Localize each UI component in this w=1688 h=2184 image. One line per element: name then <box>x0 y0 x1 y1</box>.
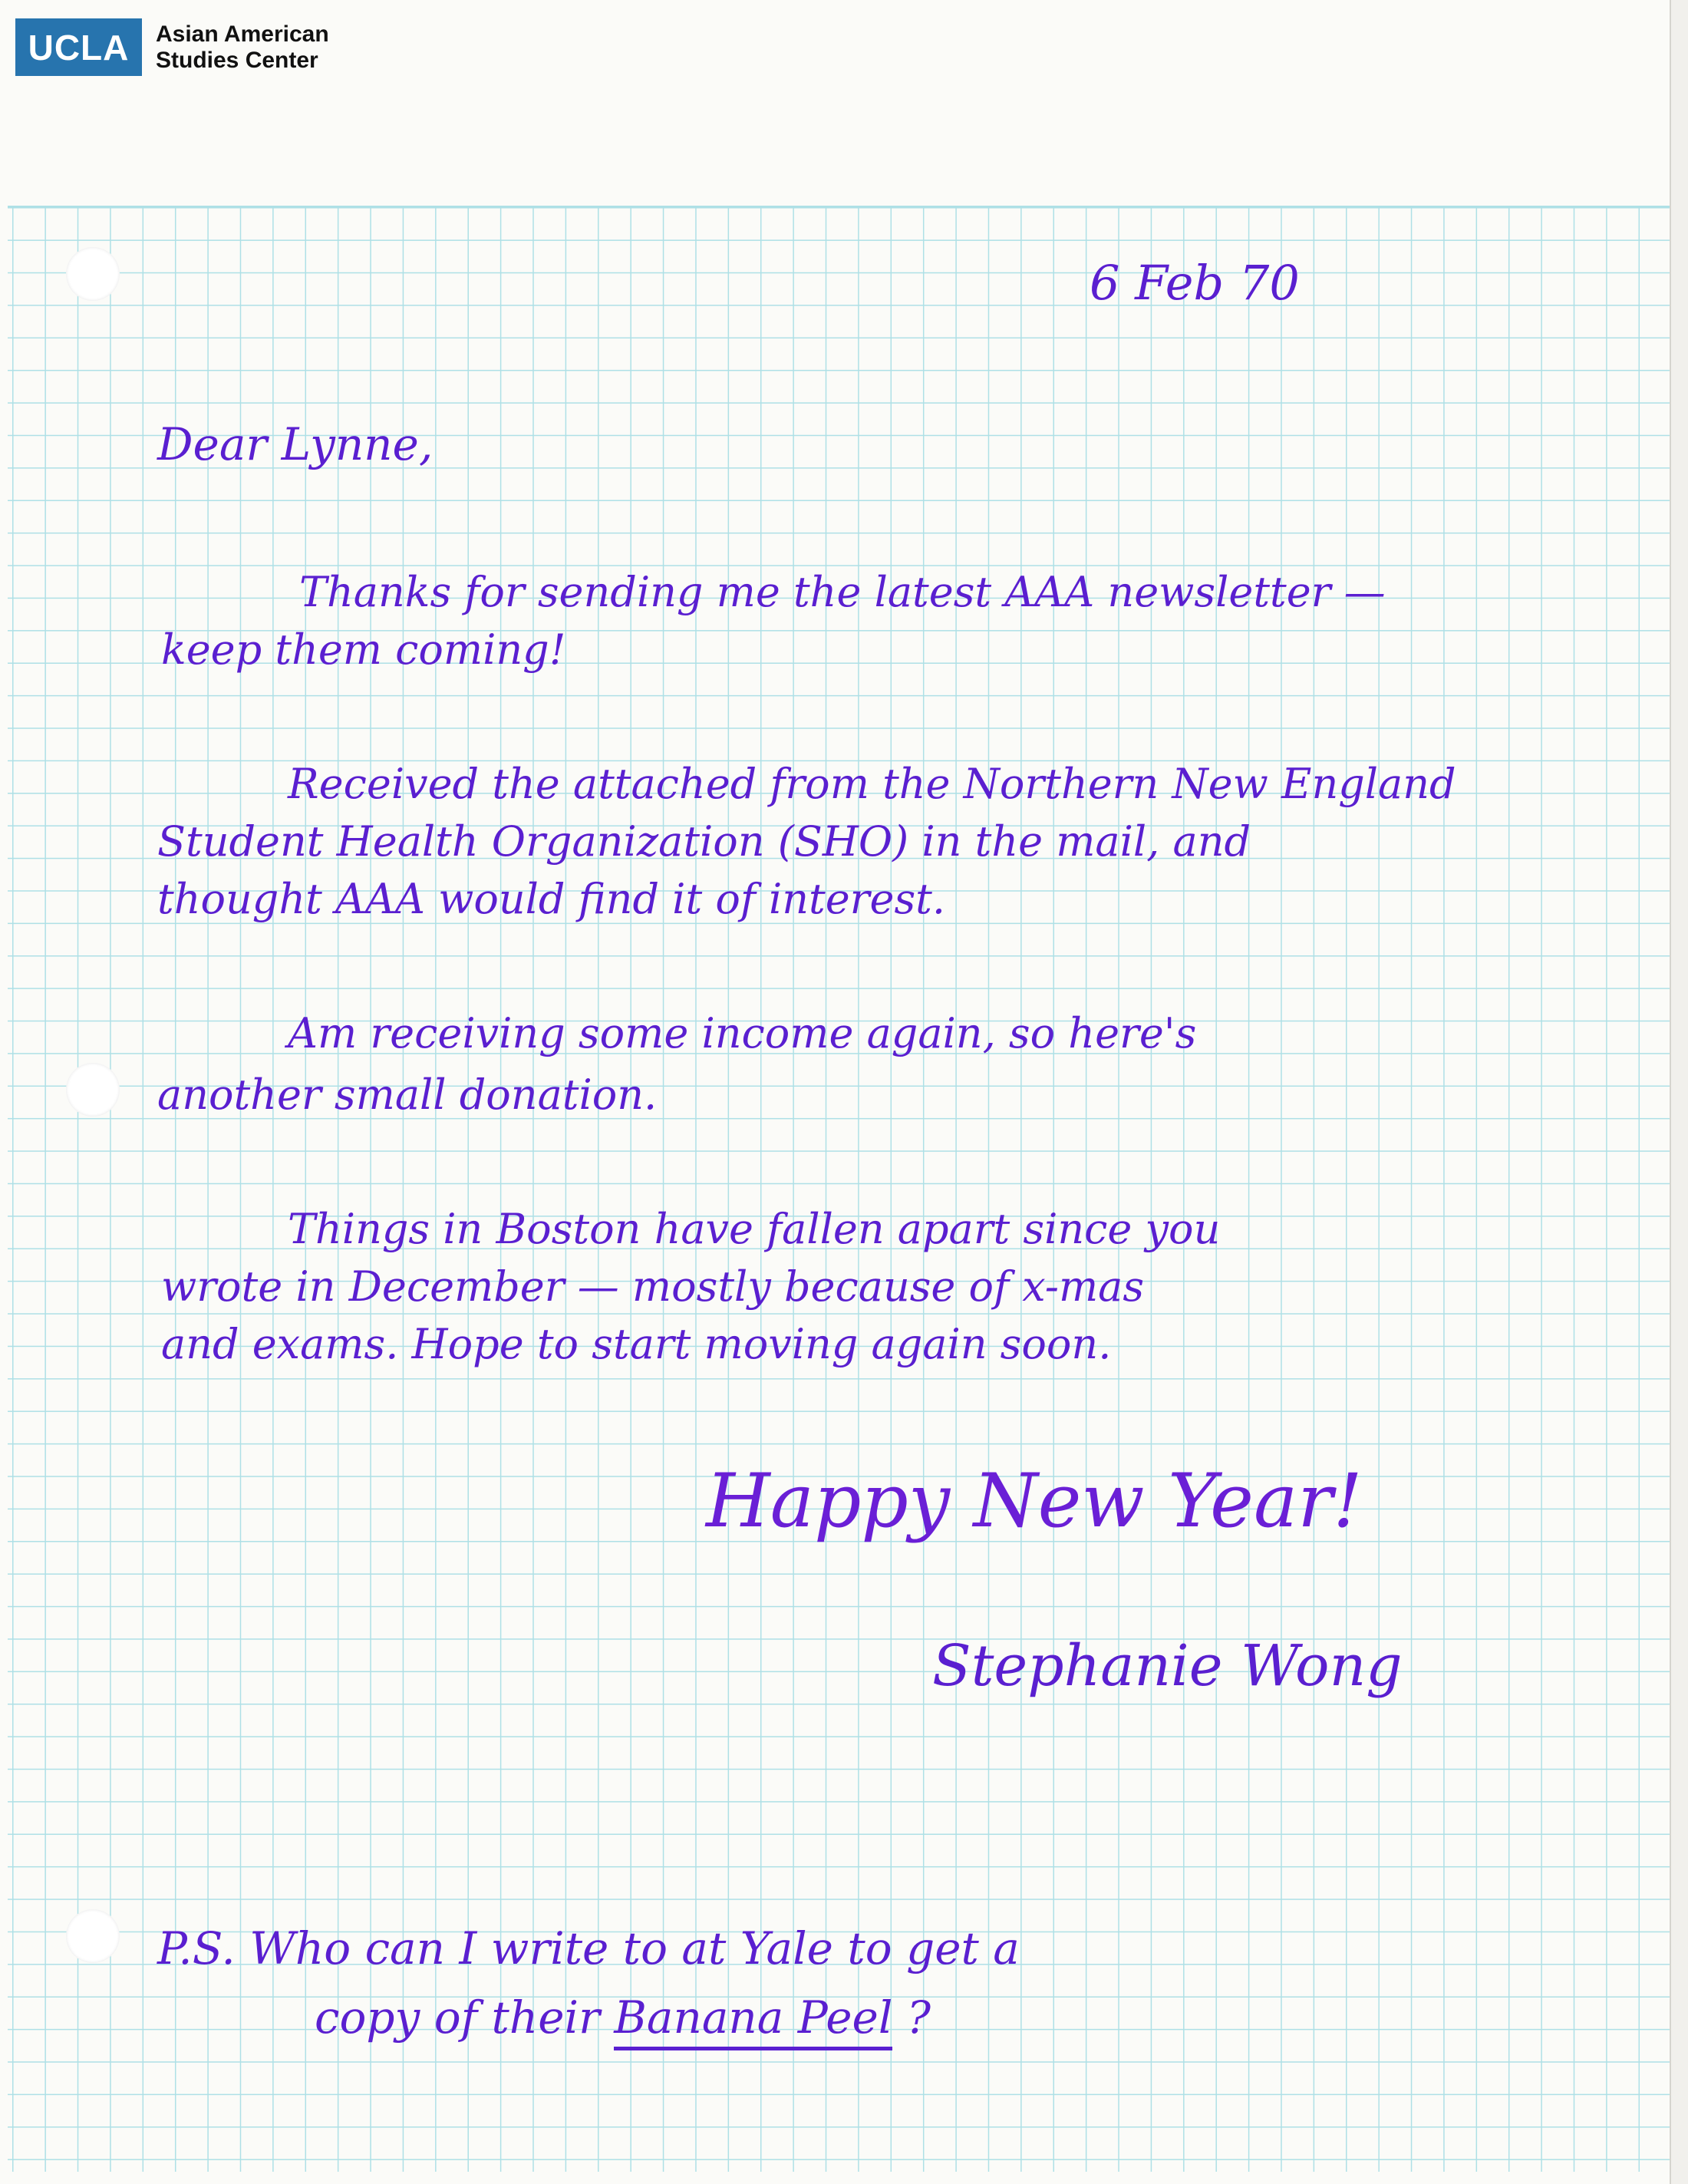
binder-hole-middle <box>66 1063 120 1117</box>
letter-date: 6 Feb 70 <box>1090 255 1300 311</box>
paragraph-2-line-1: Received the attached from the Northern New England <box>288 760 1456 808</box>
ps-line-2-start: copy of their <box>315 1991 600 2044</box>
ps-line-2-end: ? <box>906 1991 931 2044</box>
logo-text-line2: Studies Center <box>156 47 318 73</box>
logo-text-line1: Asian American <box>156 21 329 47</box>
ucla-logo-mark: UCLA <box>15 18 142 76</box>
grid-paper <box>8 206 1670 2172</box>
banana-peel-title: Banana Peel <box>614 1991 892 2050</box>
paragraph-2-line-3: thought AAA would find it of interest. <box>157 875 946 923</box>
ps-line-1: P.S. Who can I write to at Yale to get a <box>157 1922 1020 1975</box>
paragraph-1-line-2: keep them coming! <box>161 625 566 674</box>
paragraph-3-line-2: another small donation. <box>157 1071 658 1119</box>
paragraph-4-line-3: and exams. Hope to start moving again soon. <box>161 1320 1112 1368</box>
sheet-edge <box>1670 0 1688 2184</box>
binder-hole-bottom <box>66 1909 120 1963</box>
paragraph-3-line-1: Am receiving some income again, so here's <box>288 1009 1197 1057</box>
paragraph-4-line-1: Things in Boston have fallen apart since you <box>288 1205 1221 1253</box>
ucla-logo <box>15 18 329 76</box>
signature: Stephanie Wong <box>932 1633 1403 1699</box>
paragraph-2-line-2: Student Health Organization (SHO) in the mail, and <box>157 817 1251 866</box>
binder-hole-top <box>66 247 120 301</box>
closing: Happy New Year! <box>706 1458 1363 1544</box>
paragraph-4-line-2: wrote in December — mostly because of x-mas <box>161 1262 1145 1311</box>
ps-line-2 <box>315 1991 931 2044</box>
logo-text <box>156 21 329 74</box>
salutation: Dear Lynne, <box>157 418 434 470</box>
paragraph-1-line-1: Thanks for sending me the latest AAA newsletter — <box>299 568 1386 616</box>
